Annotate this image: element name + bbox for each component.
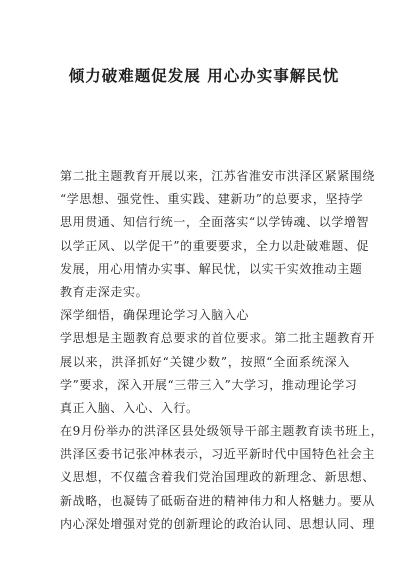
text-line: 新战略，也凝铸了砥砺奋进的精神伟力和人格魅力。要从: [60, 493, 376, 508]
text-line: “学思想、强党性、重实践、建新功”的总要求，坚持学: [60, 192, 364, 207]
text-line: 真正入脑、入心、入行。: [60, 400, 199, 415]
document-body: [60, 165, 384, 536]
text-line: 第二批主题教育开展以来，江苏省淮安市洪泽区紧紧围绕: [60, 169, 376, 183]
text-line: 深学细悟，确保理论学习入脑入心: [60, 308, 250, 323]
text-line: 内心深处增强对党的创新理论的政治认同、思想认同、理: [60, 516, 376, 531]
text-line: 展以来，洪泽抓好“关键少数”，按照“全面系统深入: [60, 354, 350, 369]
text-line: 以学正风、以学促干”的重要要求，全力以赴破难题、促: [60, 238, 370, 253]
text-line: 思用贯通、知信行统一，全面落实“以学铸魂、以学增智: [60, 215, 370, 230]
text-line: 学思想是主题教育总要求的首位要求。第二批主题教育开: [60, 331, 376, 346]
text-line: 发展，用心用情办实事、解民忧，以实干实效推动主题: [60, 261, 363, 276]
text-line: 学”要求，深入开展“三带三入”大学习，推动理论学习: [60, 377, 358, 392]
text-line: 洪泽区委书记张冲林表示，习近平新时代中国特色社会主: [60, 447, 376, 462]
document-title: 倾力破难题促发展 用心办实事解民忧: [68, 67, 340, 85]
text-line: 在9月份举办的洪泽区县处级领导干部主题教育读书班上，: [60, 424, 384, 439]
text-line: 教育走深走实。: [60, 284, 149, 299]
text-line: 义思想，不仅蕴含着我们党治国理政的新理念、新思想、: [60, 470, 376, 485]
